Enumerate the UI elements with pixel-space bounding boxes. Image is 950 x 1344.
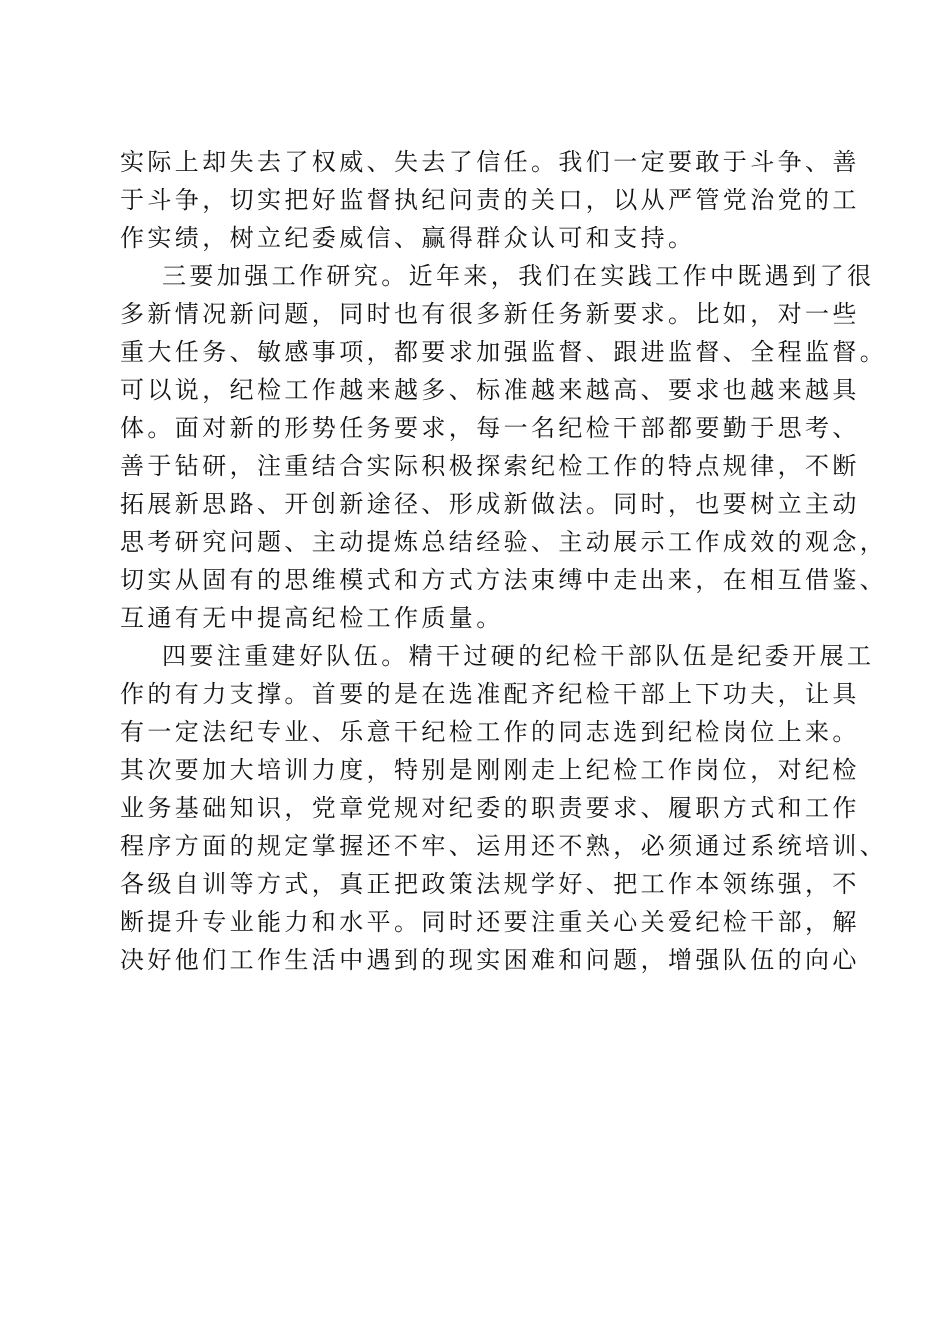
text-line: 三要加强工作研究。近年来，我们在实践工作中既遇到了很	[162, 262, 875, 290]
paragraph-team	[120, 637, 888, 979]
text-line: 各级自训等方式，真正把政策法规学好、把工作本领练强，不	[120, 870, 860, 898]
text-line: 拓展新思路、开创新途径、形成新做法。同时，也要树立主动	[120, 490, 860, 518]
text-line: 断提升专业能力和水平。同时还要注重关心关爱纪检干部，解	[120, 908, 860, 936]
text-line: 其次要加大培训力度，特别是刚刚走上纪检工作岗位，对纪检	[120, 756, 860, 784]
text-line: 互通有无中提高纪检工作质量。	[120, 604, 504, 632]
text-line: 于斗争，切实把好监督执纪问责的关口，以从严管党治党的工	[120, 186, 860, 214]
text-line: 四要注重建好队伍。精干过硬的纪检干部队伍是纪委开展工	[162, 642, 875, 670]
text-line: 实际上却失去了权威、失去了信任。我们一定要敢于斗争、善	[120, 148, 860, 176]
text-line: 重大任务、敏感事项，都要求加强监督、跟进监督、全程监督。	[120, 338, 888, 366]
paragraph-research	[120, 257, 888, 637]
text-line: 可以说，纪检工作越来越多、标准越来越高、要求也越来越具	[120, 376, 860, 404]
document-body	[120, 143, 888, 979]
text-line: 体。面对新的形势任务要求，每一名纪检干部都要勤于思考、	[120, 414, 860, 442]
text-line: 切实从固有的思维模式和方式方法束缚中走出来，在相互借鉴、	[120, 566, 888, 594]
text-line: 业务基础知识，党章党规对纪委的职责要求、履职方式和工作	[120, 794, 860, 822]
text-line: 作的有力支撑。首要的是在选准配齐纪检干部上下功夫，让具	[120, 680, 860, 708]
text-line: 决好他们工作生活中遇到的现实困难和问题，增强队伍的向心	[120, 946, 860, 974]
text-line: 作实绩，树立纪委威信、赢得群众认可和支持。	[120, 224, 696, 252]
text-line: 多新情况新问题，同时也有很多新任务新要求。比如，对一些	[120, 300, 860, 328]
text-line: 思考研究问题、主动提炼总结经验、主动展示工作成效的观念，	[120, 528, 888, 556]
paragraph-continuation	[120, 143, 860, 257]
text-line: 程序方面的规定掌握还不牢、运用还不熟，必须通过系统培训、	[120, 832, 888, 860]
text-line: 有一定法纪专业、乐意干纪检工作的同志选到纪检岗位上来。	[120, 718, 860, 746]
text-line: 善于钻研，注重结合实际积极探索纪检工作的特点规律，不断	[120, 452, 860, 480]
